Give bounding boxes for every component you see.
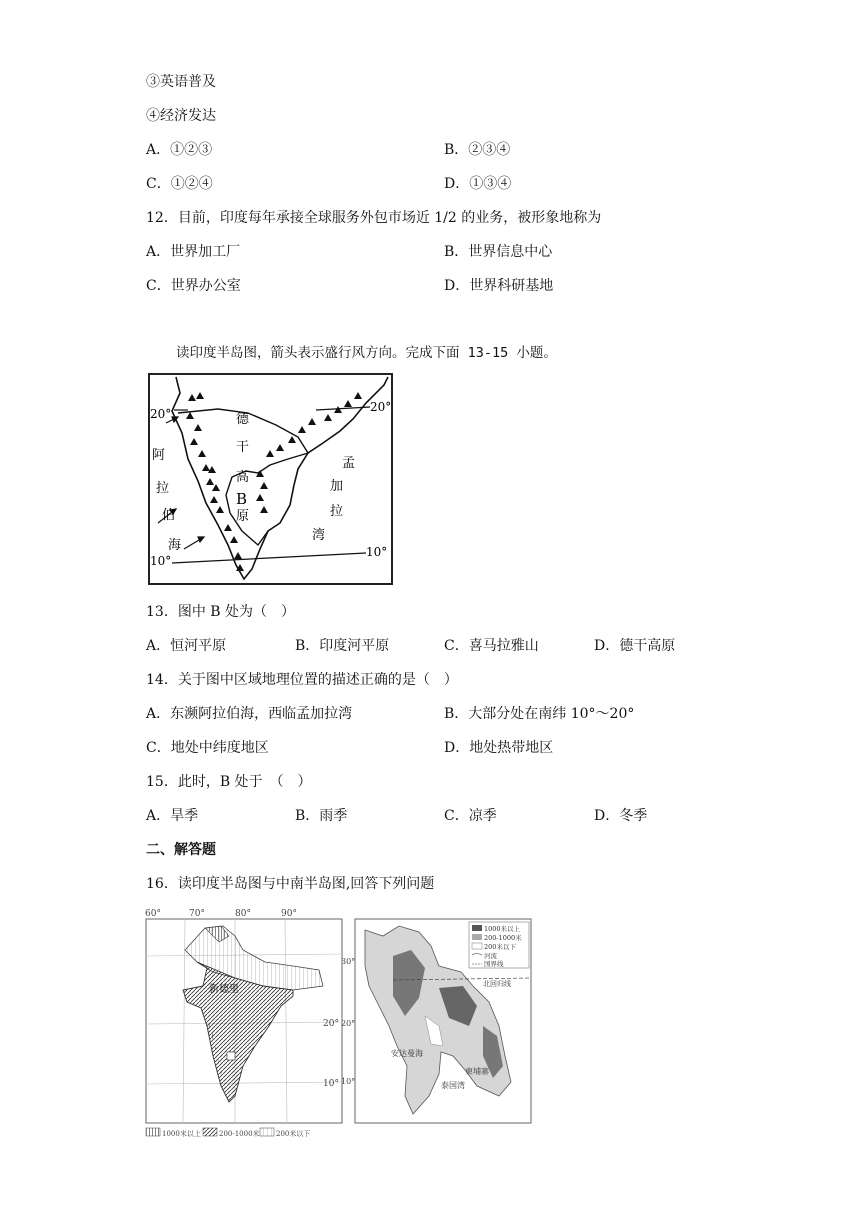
q15-option-c: C．凉季 (444, 808, 497, 824)
map-intro: 读印度半岛图，箭头表示盛行风方向。完成下面 13-15 小题。 (176, 345, 557, 361)
q15-option-b: B．雨季 (295, 808, 348, 824)
lat-label-20-west: 20° (150, 407, 172, 421)
plateau-char-2: 干 (236, 440, 250, 455)
arabian-sea-char-1: 阿 (152, 448, 166, 463)
right-legend-1000-up: 1000米以上 (484, 925, 521, 933)
q14-stem: 14．关于图中区域地理位置的描述正确的是（ ） (146, 672, 458, 688)
plateau-char-4: 原 (236, 509, 250, 524)
plateau-char-3: 高 (236, 470, 250, 485)
q11-option-c: C．①②④ (146, 176, 213, 192)
right-legend-200-down: 200米以下 (484, 943, 516, 951)
left-lat-label-10: 10° (323, 1079, 339, 1089)
q12-option-b: B．世界信息中心 (444, 244, 553, 260)
q14-option-a: A．东濒阿拉伯海，西临孟加拉湾 (146, 706, 353, 722)
lat-label-10-west: 10° (150, 554, 172, 568)
arabian-sea-char-3: 伯 (162, 508, 176, 523)
legend-1000-up: 1000米以上 (162, 1130, 201, 1138)
india-indochina-maps (143, 906, 543, 1142)
arabian-sea-char-2: 拉 (156, 481, 170, 496)
q15-option-d: D．冬季 (594, 808, 648, 824)
india-peninsula-map (148, 373, 393, 585)
bay-bengal-char-4: 湾 (312, 528, 326, 543)
q11-item-4: ④经济发达 (146, 108, 216, 124)
city-label: 新德里 (209, 984, 239, 995)
q13-option-d: D．德干高原 (594, 638, 676, 654)
bay-bengal-char-2: 加 (330, 479, 344, 494)
q15-stem: 15．此时，B 处于 （ ） (146, 774, 312, 790)
plateau-char-1: 德 (236, 412, 250, 427)
q12-option-d: D．世界科研基地 (444, 278, 554, 294)
q13-option-c: C．喜马拉雅山 (444, 638, 539, 654)
q12-stem: 12．目前，印度每年承接全球服务外包市场近 1/2 的业务，被形象地称为 (146, 210, 602, 226)
lat-label-10-east: 10° (366, 545, 388, 559)
q11-option-b: B．②③④ (444, 142, 511, 158)
right-lat-label-30: 30° (341, 957, 356, 966)
right-lat-label-20: 20° (341, 1019, 356, 1028)
right-legend-200-1000: 200-1000米 (484, 934, 522, 942)
legend-200-down: 200米以下 (276, 1130, 311, 1138)
q13-option-b: B．印度河平原 (295, 638, 390, 654)
lon-label-60: 60° (145, 909, 161, 919)
q12-option-a: A．世界加工厂 (146, 244, 241, 260)
right-legend-border: 国界线 (484, 960, 504, 968)
q16-stem: 16．读印度半岛图与中南半岛图,回答下列问题 (146, 876, 435, 892)
q14-option-d: D．地处热带地区 (444, 740, 554, 756)
arabian-sea-char-4: 海 (168, 538, 182, 553)
lon-label-70: 70° (189, 909, 205, 919)
q15-option-a: A．旱季 (146, 808, 199, 824)
right-lat-label-10: 10° (341, 1077, 356, 1086)
q11-option-d: D．①③④ (444, 176, 512, 192)
point-b-label: B (236, 490, 248, 508)
q13-stem: 13．图中 B 处为（ ） (146, 604, 296, 620)
q11-option-a: A．①②③ (146, 142, 213, 158)
lon-label-80: 80° (235, 909, 251, 919)
q12-option-c: C．世界办公室 (146, 278, 241, 294)
lon-label-90: 90° (281, 909, 297, 919)
tropic-of-cancer-label: 北回归线 (483, 980, 511, 988)
legend-200-1000: 200-1000米 (219, 1130, 260, 1138)
andaman-sea-label: 安达曼海 (391, 1049, 423, 1058)
left-lat-label-20: 20° (323, 1019, 339, 1029)
q14-option-b: B．大部分处在南纬 10°～20° (444, 706, 635, 722)
cambodia-label: 柬埔寨 (465, 1067, 489, 1076)
q14-option-c: C．地处中纬度地区 (146, 740, 269, 756)
bay-bengal-char-1: 孟 (342, 456, 356, 471)
bay-bengal-char-3: 拉 (330, 504, 344, 519)
q11-item-3: ③英语普及 (146, 74, 216, 90)
q13-option-a: A．恒河平原 (146, 638, 227, 654)
right-legend-river: 河流 (484, 952, 497, 960)
lat-label-20-east: 20° (370, 400, 392, 414)
section-heading: 二、解答题 (146, 842, 216, 858)
gulf-of-thailand-label: 泰国湾 (441, 1081, 465, 1090)
